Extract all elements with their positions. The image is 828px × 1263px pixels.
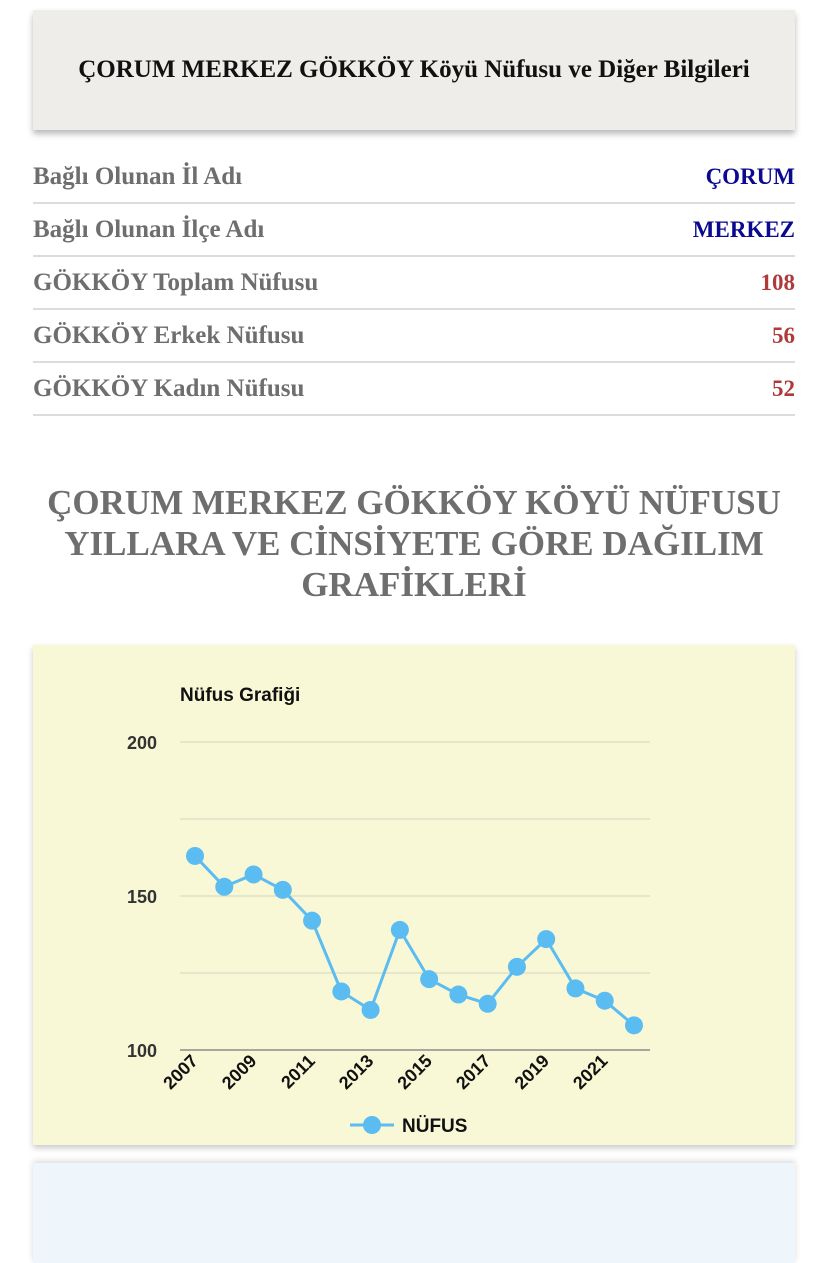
data-point <box>215 878 233 896</box>
data-point <box>537 930 555 948</box>
info-label: GÖKKÖY Toplam Nüfusu <box>33 268 319 296</box>
page-title: ÇORUM MERKEZ GÖKKÖY Köyü Nüfusu ve Diğer Bilgileri <box>78 56 750 83</box>
x-tick-label: 2011 <box>277 1050 319 1093</box>
data-point <box>420 970 438 988</box>
data-point <box>245 865 263 883</box>
info-label: Bağlı Olunan İlçe Adı <box>33 215 265 243</box>
x-tick-label: 2013 <box>334 1050 378 1094</box>
female-population-value: 52 <box>772 375 795 401</box>
info-table <box>33 151 795 416</box>
x-tick-label: 2009 <box>217 1050 261 1094</box>
section-title: ÇORUM MERKEZ GÖKKÖY KÖYÜ NÜFUSU YILLARA VE CİNSİYETE GÖRE DAĞILIM GRAFİKLERİ <box>47 483 781 604</box>
population-chart <box>33 645 795 1145</box>
data-point <box>274 881 292 899</box>
chart-title: Nüfus Grafiği <box>180 685 301 706</box>
x-tick-label: 2015 <box>393 1050 436 1094</box>
district-value: MERKEZ <box>692 216 795 242</box>
x-tick-label: 2007 <box>159 1050 202 1094</box>
data-point <box>391 921 409 939</box>
info-label: GÖKKÖY Erkek Nüfusu <box>33 321 305 349</box>
data-point <box>303 912 321 930</box>
data-point <box>566 979 584 997</box>
x-tick-label: 2019 <box>510 1050 554 1094</box>
data-point <box>479 995 497 1013</box>
data-point <box>332 982 350 1000</box>
total-population-value: 108 <box>760 269 795 295</box>
data-point <box>449 986 467 1004</box>
info-row-male-population <box>33 310 795 363</box>
province-value: ÇORUM <box>705 163 795 189</box>
info-label: Bağlı Olunan İl Adı <box>33 162 243 190</box>
next-chart-card <box>33 1163 795 1263</box>
y-tick-label: 100 <box>126 1041 157 1061</box>
info-label: GÖKKÖY Kadın Nüfusu <box>33 374 305 402</box>
header-card <box>33 10 795 130</box>
x-tick-label: 2021 <box>569 1050 612 1094</box>
male-population-value: 56 <box>772 322 795 348</box>
legend-marker <box>363 1116 381 1134</box>
population-chart-card <box>33 645 795 1145</box>
data-point <box>362 1001 380 1019</box>
info-row-province <box>33 151 795 204</box>
series-line <box>195 856 634 1025</box>
data-point <box>596 992 614 1010</box>
info-row-total-population <box>33 257 795 310</box>
data-point <box>186 847 204 865</box>
x-tick-label: 2017 <box>452 1050 495 1094</box>
y-tick-label: 150 <box>126 887 157 907</box>
info-row-female-population <box>33 363 795 416</box>
legend-label: NÜFUS <box>402 1116 468 1137</box>
info-row-district <box>33 204 795 257</box>
data-point <box>625 1016 643 1034</box>
y-tick-label: 200 <box>126 733 157 753</box>
data-point <box>508 958 526 976</box>
